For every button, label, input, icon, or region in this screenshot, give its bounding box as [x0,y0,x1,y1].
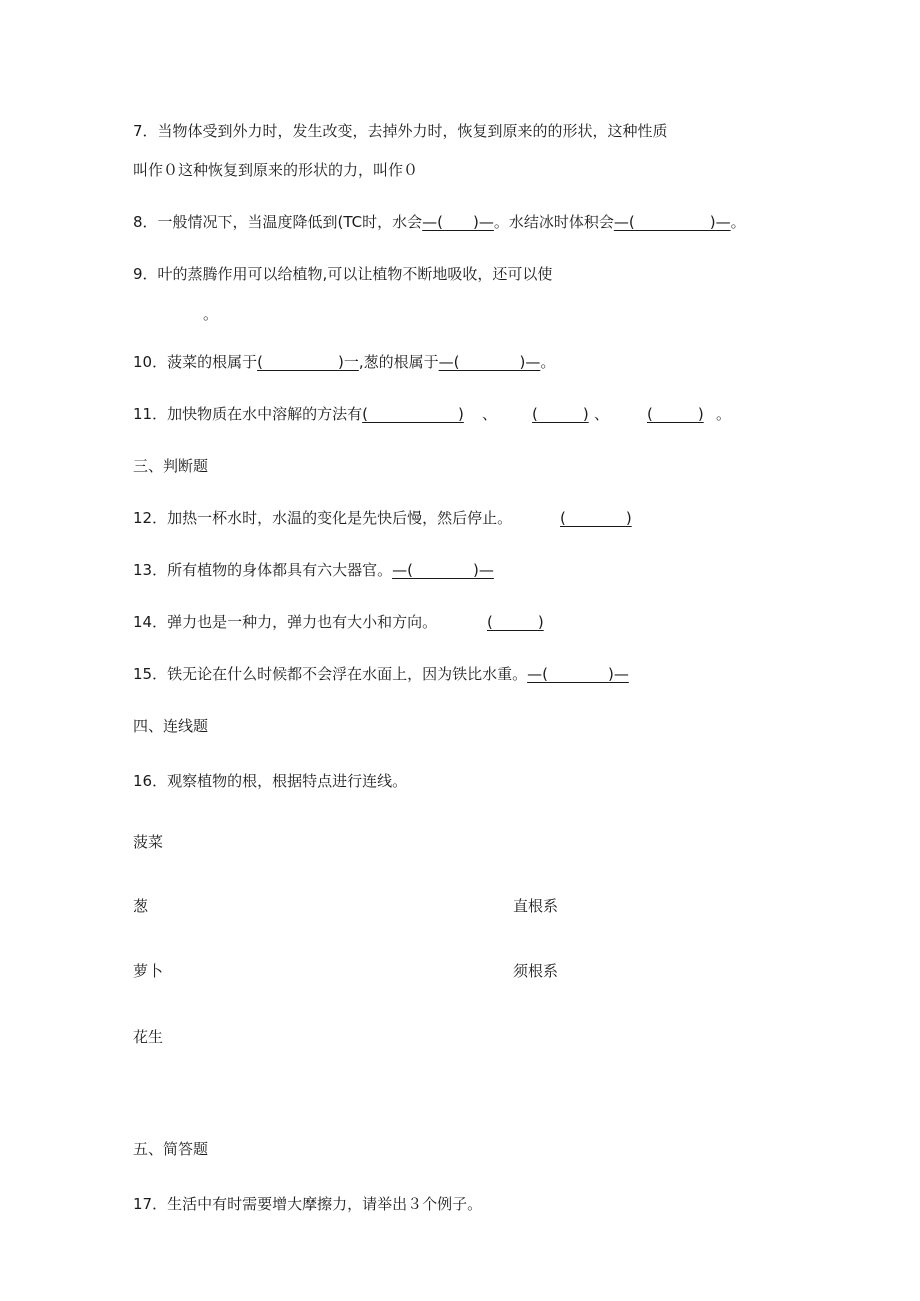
question-number: 14 [133,613,153,631]
question-text: ．弹力也是一种力，弹力也有大小和方向。 [152,613,438,631]
question-text: ．所有植物的身体都具有六大器官。 [152,561,393,579]
section-heading-judgement: 三、判断题 [133,457,209,475]
answer-blank[interactable]: —( )— [527,665,629,683]
answer-blank[interactable]: ( ) [362,405,464,423]
separator: 、 [594,405,610,423]
question-16 [133,771,407,791]
question-number: 12 [133,509,153,527]
question-11 [133,404,464,424]
question-text: ．叶的蒸腾作用可以给植物,可以让植物不断地吸收，还可以使 [142,265,553,283]
punctuation: 。 [540,353,556,371]
question-8 [133,212,746,232]
question-text: ．当物体受到外力时，发生改变，去掉外力时，恢复到原来的的形状，这种性质 [142,122,668,140]
question-text: ．加热一杯水时，水温的变化是先快后慢，然后停止。 [152,509,513,527]
question-9-line-1 [133,264,552,284]
question-number: 10 [133,353,153,371]
question-text: ．生活中有时需要增大摩擦力，请举出３个例子。 [152,1195,483,1213]
question-17 [133,1194,482,1214]
answer-blank[interactable]: ( ) [532,405,589,423]
question-text: 。水结冰时体积会 [493,213,614,231]
question-text: ．观察植物的根，根据特点进行连线。 [152,772,408,790]
punctuation: 。 [730,213,746,231]
question-text: ．菠菜的根属于 [152,353,258,371]
plant-label-radish[interactable]: 萝卜 [133,962,164,980]
answer-blank[interactable]: —( )— [422,213,494,231]
answer-blank[interactable]: ( )一 [257,353,359,371]
question-13 [133,560,494,580]
answer-blank[interactable]: —( )— [392,561,494,579]
question-text: ,葱的根属于 [358,353,439,371]
section-heading-matching: 四、连线题 [133,717,209,735]
question-7-line-2: 叫作０这种恢复到原来的形状的力，叫作０ [133,161,419,179]
plant-label-scallion[interactable]: 葱 [133,897,149,915]
question-number: 11 [133,405,153,423]
question-9-line-2: 。 [203,305,219,323]
question-number: 16 [133,772,153,790]
question-number: 13 [133,561,153,579]
separator: 、 [482,405,498,423]
punctuation: 。 [716,405,732,423]
question-text: ．铁无论在什么时候都不会浮在水面上，因为铁比水重。 [152,665,528,683]
question-text: ．一般情况下，当温度降低到(TC时，水会 [142,213,423,231]
question-number: 15 [133,665,153,683]
root-type-fibrous[interactable]: 须根系 [513,962,559,980]
question-number: 9 [133,265,143,283]
plant-label-spinach[interactable]: 菠菜 [133,833,164,851]
question-number: 7 [133,122,143,140]
question-number: 17 [133,1195,153,1213]
question-15 [133,664,629,684]
question-7-line-1 [133,121,668,141]
question-14 [133,612,437,632]
question-number: 8 [133,213,143,231]
answer-blank[interactable]: ( ) [647,405,704,423]
question-10 [133,352,555,372]
question-text: ．加快物质在水中溶解的方法有 [152,405,363,423]
root-type-taproot[interactable]: 直根系 [513,897,559,915]
plant-label-peanut[interactable]: 花生 [133,1028,164,1046]
section-heading-short-answer: 五、简答题 [133,1140,209,1158]
answer-blank[interactable]: ( ) [560,509,632,527]
answer-blank[interactable]: —( )— [438,353,541,371]
question-12 [133,508,512,528]
answer-blank[interactable]: —( )— [613,213,731,231]
answer-blank[interactable]: ( ) [487,613,544,631]
